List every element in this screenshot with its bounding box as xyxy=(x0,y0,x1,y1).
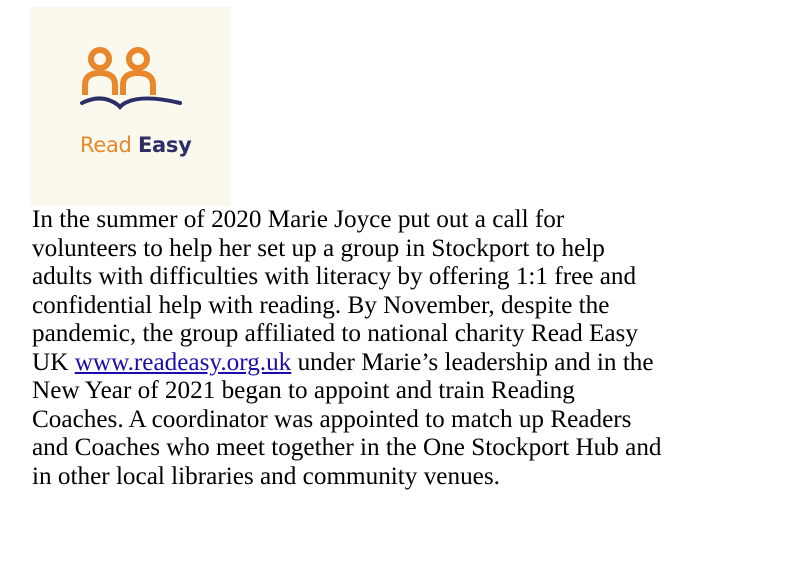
two-readers-over-book-icon xyxy=(30,7,231,206)
article-line: in other local libraries and community venues. xyxy=(32,462,500,490)
article-text: UK xyxy=(32,348,75,376)
readeasy-website-link[interactable]: www.readeasy.org.uk xyxy=(74,348,292,376)
article-paragraph xyxy=(32,206,797,491)
article-line-with-link xyxy=(32,349,797,378)
left-reader-body xyxy=(85,73,115,95)
article-line: In the summer of 2020 Marie Joyce put out a call for xyxy=(32,206,565,233)
logo-wordmark xyxy=(80,133,191,157)
right-reader-head xyxy=(129,50,147,68)
article-line: and Coaches who meet together in the One Stockport Hub and xyxy=(32,434,662,461)
article-line: confidential help with reading. By November, despite the xyxy=(32,291,610,319)
logo-word-read: Read xyxy=(80,133,132,157)
article-line: Coaches. A coordinator was appointed to match up Readers xyxy=(32,405,632,433)
article-line: New Year of 2021 began to appoint and train Reading xyxy=(32,377,575,404)
article-text: under Marie’s leadership and in the xyxy=(291,348,654,376)
left-reader-head xyxy=(91,50,109,68)
article-line: adults with difficulties with literacy by offering 1:1 free and xyxy=(32,263,637,290)
right-reader-body xyxy=(123,73,153,95)
open-book-icon xyxy=(82,98,180,107)
article-line: volunteers to help her set up a group in Stockport to help xyxy=(32,234,605,262)
article-line: pandemic, the group affiliated to national charity Read Easy xyxy=(32,320,638,347)
read-easy-logo xyxy=(30,7,231,206)
logo-word-easy: Easy xyxy=(137,133,192,157)
